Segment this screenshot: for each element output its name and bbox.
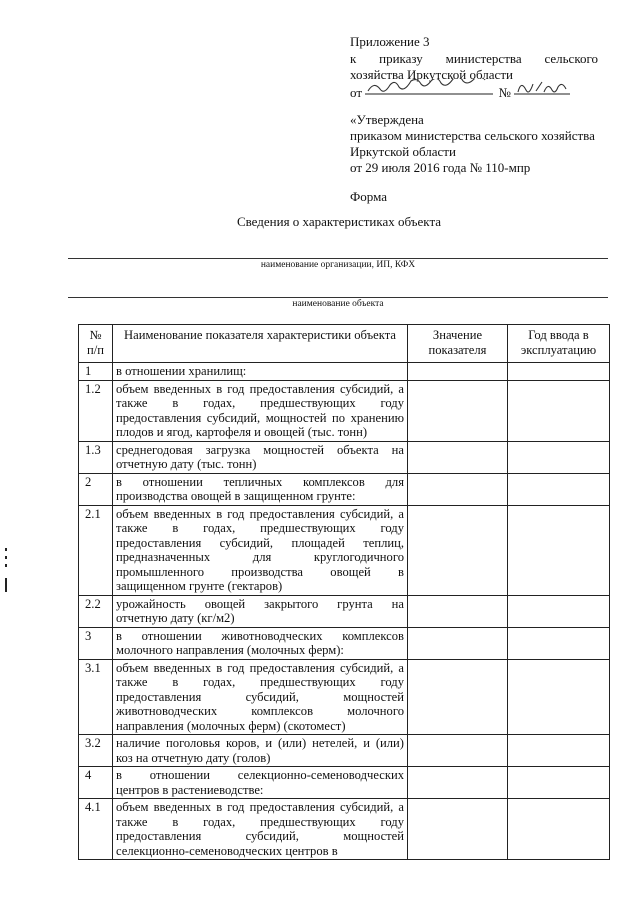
indicator-name — [113, 799, 408, 860]
header-year: Год ввода в эксплуатацию — [508, 325, 610, 363]
object-name-line — [68, 297, 608, 298]
header-name: Наименование показателя характеристики объекта — [113, 325, 408, 363]
year-cell[interactable] — [508, 505, 610, 595]
indicator-line: защищенном грунте (гектаров) — [116, 579, 283, 593]
value-cell[interactable] — [408, 473, 508, 505]
characteristics-table — [78, 324, 610, 860]
indicator-line: производства овощей в защищенном грунте: — [116, 489, 356, 503]
value-cell[interactable] — [408, 627, 508, 659]
margin-mark — [5, 548, 7, 551]
table-row — [79, 735, 610, 767]
year-cell[interactable] — [508, 767, 610, 799]
row-number: 4 — [79, 767, 113, 799]
indicator-line: предоставления субсидий, мощностей — [116, 689, 404, 704]
row-number: 3.2 — [79, 735, 113, 767]
value-cell[interactable] — [408, 363, 508, 381]
table-row — [79, 767, 610, 799]
indicator-line: отчетную дату (тыс. тонн) — [116, 457, 257, 471]
table-body — [79, 363, 610, 860]
approved-line2: приказом министерства сельского хозяйства — [350, 128, 595, 143]
document-title: Сведения о характеристиках объекта — [236, 214, 442, 229]
table-row — [79, 659, 610, 735]
year-cell[interactable] — [508, 380, 610, 441]
indicator-line: направления (молочных ферм) (скотомест) — [116, 718, 346, 733]
indicator-name — [113, 659, 408, 735]
indicator-line: животноводческих комплексов молочного — [116, 704, 404, 718]
indicator-line: объем введенных в год предоставления субсидий, а — [116, 660, 404, 675]
margin-mark — [5, 564, 7, 567]
value-cell[interactable] — [408, 659, 508, 735]
table-header-row — [79, 325, 610, 363]
org-name-line — [68, 258, 608, 259]
indicator-line: молочного направления (молочных ферм): — [116, 643, 344, 657]
indicator-line: в отношении тепличных комплексов для — [116, 474, 404, 489]
table-row — [79, 505, 610, 595]
appendix-title: Приложение 3 — [350, 34, 430, 49]
indicator-line: урожайность овощей закрытого грунта на — [116, 596, 404, 611]
year-cell[interactable] — [508, 473, 610, 505]
indicator-name — [113, 595, 408, 627]
indicator-line: объем введенных в год предоставления субсидий, а — [116, 506, 404, 521]
approved-line3: Иркутской области — [350, 144, 456, 159]
appendix-date-line — [350, 83, 600, 101]
indicator-line: в отношении хранилищ: — [116, 364, 247, 378]
table-row — [79, 380, 610, 441]
appendix-number-sign: № — [498, 85, 511, 100]
year-cell[interactable] — [508, 627, 610, 659]
value-cell[interactable] — [408, 595, 508, 627]
indicator-line: также в годах, предшествующих году — [116, 521, 404, 535]
indicator-line: предоставления субсидий, площадей теплиц, — [116, 535, 404, 550]
value-cell[interactable] — [408, 767, 508, 799]
year-cell[interactable] — [508, 595, 610, 627]
row-number: 4.1 — [79, 799, 113, 860]
approved-line1: «Утверждена — [350, 112, 424, 127]
table-row — [79, 363, 610, 381]
indicator-line: промышленного производства овощей в — [116, 564, 404, 579]
table-row — [79, 595, 610, 627]
indicator-name — [113, 473, 408, 505]
indicator-line: в отношении селекционно-семеноводческих — [116, 768, 404, 782]
handwritten-number — [514, 83, 572, 97]
indicator-line: селекционно-семеноводческих центров в — [116, 843, 338, 858]
row-number: 1.2 — [79, 380, 113, 441]
handwritten-date-signature — [365, 79, 495, 97]
row-number: 2.1 — [79, 505, 113, 595]
indicator-line: также в годах, предшествующих году — [116, 814, 404, 829]
indicator-name — [113, 627, 408, 659]
row-number: 2 — [79, 473, 113, 505]
indicator-line: отчетную дату (кг/м2) — [116, 611, 235, 625]
appendix-date-prefix: от — [350, 85, 363, 100]
appendix-line2: к приказу министерства сельского — [350, 51, 598, 66]
table-row — [79, 627, 610, 659]
row-number: 3 — [79, 627, 113, 659]
row-number: 1 — [79, 363, 113, 381]
indicator-line: предоставления субсидий, мощностей — [116, 829, 404, 843]
header-value: Значение показателя — [408, 325, 508, 363]
indicator-line: коз на отчетную дату (голов) — [116, 750, 271, 765]
appendix-line3: хозяйства Иркутской области — [350, 67, 513, 82]
row-number: 2.2 — [79, 595, 113, 627]
indicator-name — [113, 441, 408, 473]
value-cell[interactable] — [408, 380, 508, 441]
indicator-name — [113, 380, 408, 441]
value-cell[interactable] — [408, 735, 508, 767]
year-cell[interactable] — [508, 441, 610, 473]
table-row — [79, 799, 610, 860]
indicator-name — [113, 735, 408, 767]
value-cell[interactable] — [408, 799, 508, 860]
indicator-line: плодов и ягод, картофеля и овощей (тыс. тонн) — [116, 425, 368, 439]
indicator-line: объем введенных в год предоставления субсидий, а — [116, 800, 404, 814]
indicator-line: наличие поголовья коров, и (или) нетелей, и (или) — [116, 736, 404, 750]
org-name-caption: наименование организации, ИП, КФХ — [260, 260, 416, 270]
year-cell[interactable] — [508, 363, 610, 381]
indicator-line: объем введенных в год предоставления субсидий, а — [116, 381, 404, 396]
indicator-name — [113, 505, 408, 595]
form-label: Форма — [350, 189, 387, 204]
indicator-line: в отношении животноводческих комплексов — [116, 628, 404, 643]
handwritten-date — [365, 83, 495, 97]
handwritten-number-signature — [514, 79, 572, 97]
table-row — [79, 473, 610, 505]
table-row — [79, 441, 610, 473]
row-number: 3.1 — [79, 659, 113, 735]
indicator-line: также в годах, предшествующих году — [116, 396, 404, 410]
indicator-line: также в годах, предшествующих году — [116, 675, 404, 689]
margin-mark — [5, 556, 7, 559]
indicator-line: центров в растениеводстве: — [116, 782, 264, 797]
value-cell[interactable] — [408, 441, 508, 473]
indicator-name — [113, 767, 408, 799]
indicator-name — [113, 363, 408, 381]
year-cell[interactable] — [508, 659, 610, 735]
value-cell[interactable] — [408, 505, 508, 595]
row-number: 1.3 — [79, 441, 113, 473]
indicator-line: среднегодовая загрузка мощностей объекта на — [116, 442, 404, 457]
object-name-caption: наименование объекта — [292, 299, 384, 309]
year-cell[interactable] — [508, 735, 610, 767]
indicator-line: предназначенных для круглогодичного — [116, 550, 404, 564]
indicator-line: предоставления субсидий, мощностей по хранению — [116, 410, 404, 425]
year-cell[interactable] — [508, 799, 610, 860]
approved-line4: от 29 июля 2016 года № 110-мпр — [350, 160, 531, 175]
header-num: № п/п — [79, 325, 113, 363]
margin-mark — [5, 578, 7, 592]
